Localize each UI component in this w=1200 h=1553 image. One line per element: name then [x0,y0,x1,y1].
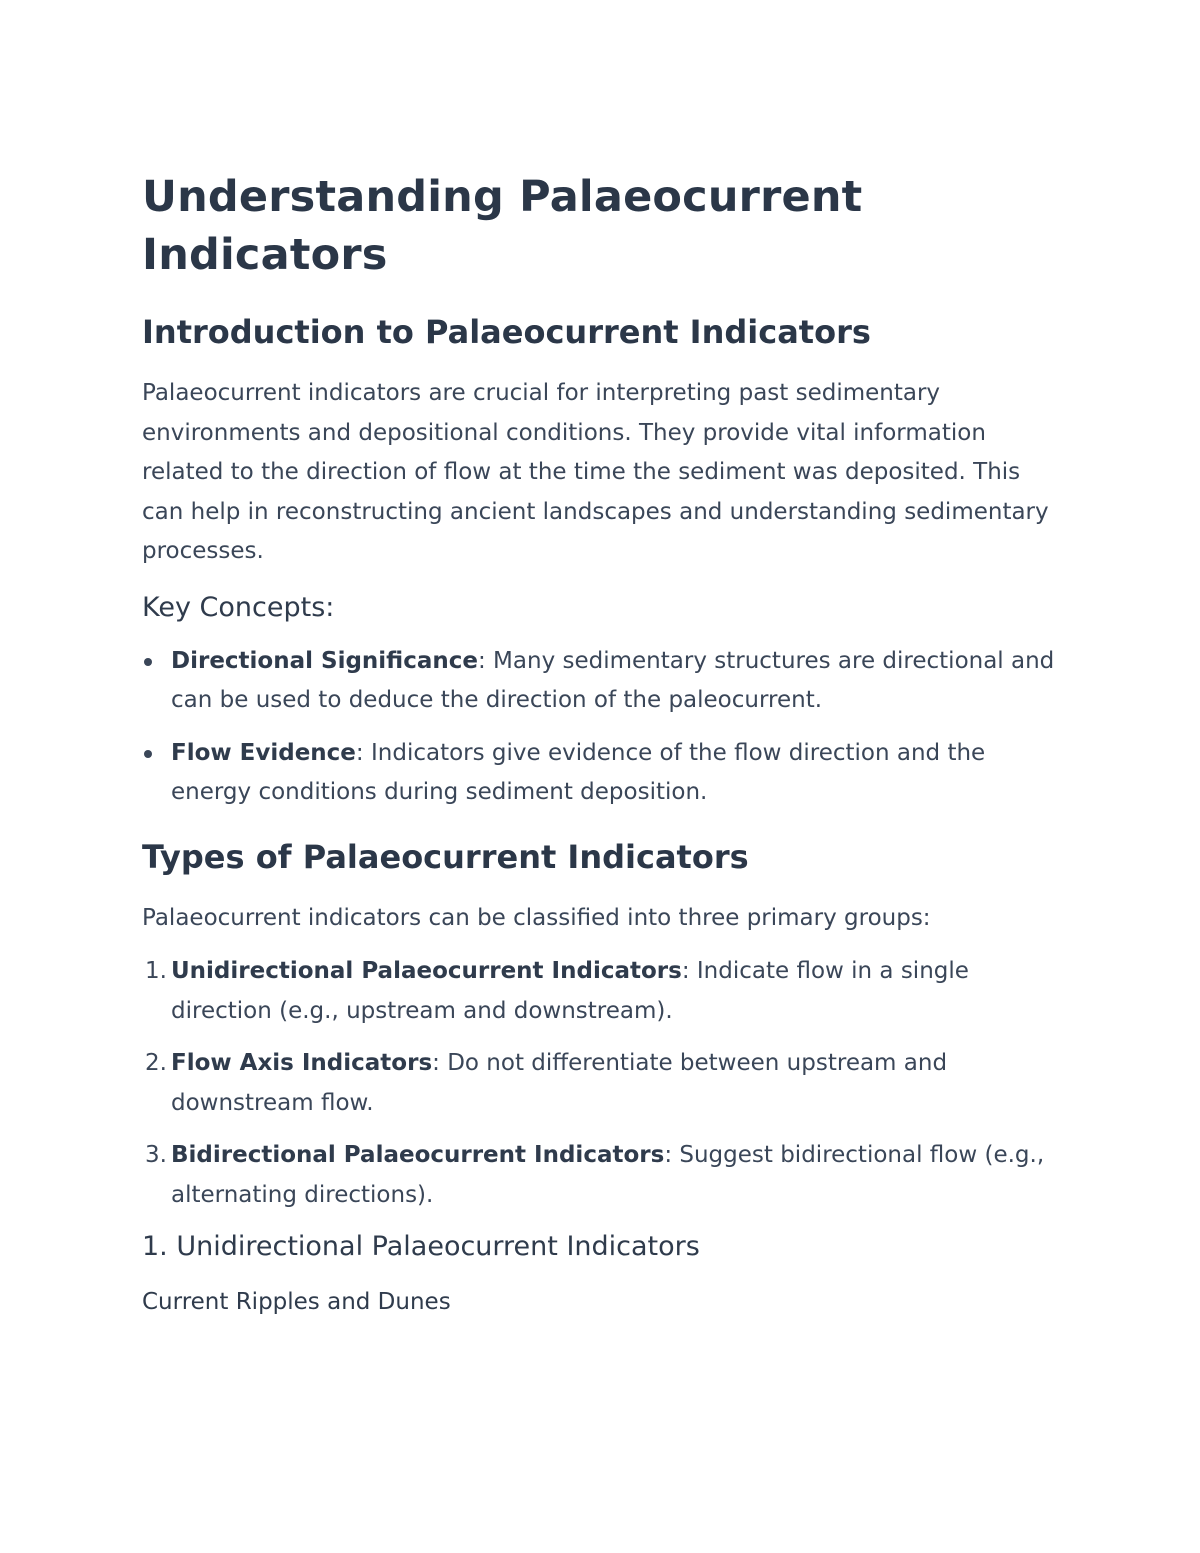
page-title: Understanding Palaeocurrent Indicators [142,172,863,280]
list-item [142,734,1062,813]
bullet-icon [144,658,152,666]
list-item [142,1136,1062,1215]
document-page [142,168,1062,1317]
concept-text: : Many sedimentary structures are directional and can be used to deduce the direction of the paleocurrent. [171,647,1055,713]
list-number: 3. [145,1142,167,1168]
type-text: : Suggest bidirectional flow (e.g., alternating directions). [171,1142,1045,1208]
list-number: 1. [145,958,167,984]
list-item [142,952,1062,1031]
types-intro: Palaeocurrent indicators can be classified into three primary groups: [142,904,931,931]
bullet-icon [144,750,152,758]
concept-text: : Indicators give evidence of the flow direction and the energy conditions during sediment deposition. [171,739,986,805]
list-number: 2. [145,1050,167,1076]
intro-heading: Introduction to Palaeocurrent Indicators [142,313,871,351]
ripples-dunes-heading: Current Ripples and Dunes [142,1289,451,1315]
type-term: Bidirectional Palaeocurrent Indicators [171,1142,665,1168]
concept-term: Flow Evidence [171,739,356,766]
list-item [142,642,1062,721]
type-term: Flow Axis Indicators [171,1050,433,1076]
types-list [142,952,1062,1215]
type-text: : Indicate flow in a single direction (e.g., upstream and downstream). [171,958,969,1024]
unidirectional-heading: 1. Unidirectional Palaeocurrent Indicators [142,1231,700,1262]
key-concepts-heading: Key Concepts: [142,591,335,623]
key-concepts-list [142,642,1062,813]
type-term: Unidirectional Palaeocurrent Indicators [171,958,682,984]
concept-term: Directional Significance [171,647,478,674]
type-text: : Do not differentiate between upstream and downstream flow. [171,1050,948,1116]
types-heading: Types of Palaeocurrent Indicators [142,837,749,876]
list-item [142,1044,1062,1123]
intro-paragraph: Palaeocurrent indicators are crucial for interpreting past sedimentary environments and depositional conditions. They provide vital information related to the direction of flow at the time the sediment was deposited. This can help in reconstructing ancient landscapes and understanding sedimentary processes. [142,380,1049,564]
